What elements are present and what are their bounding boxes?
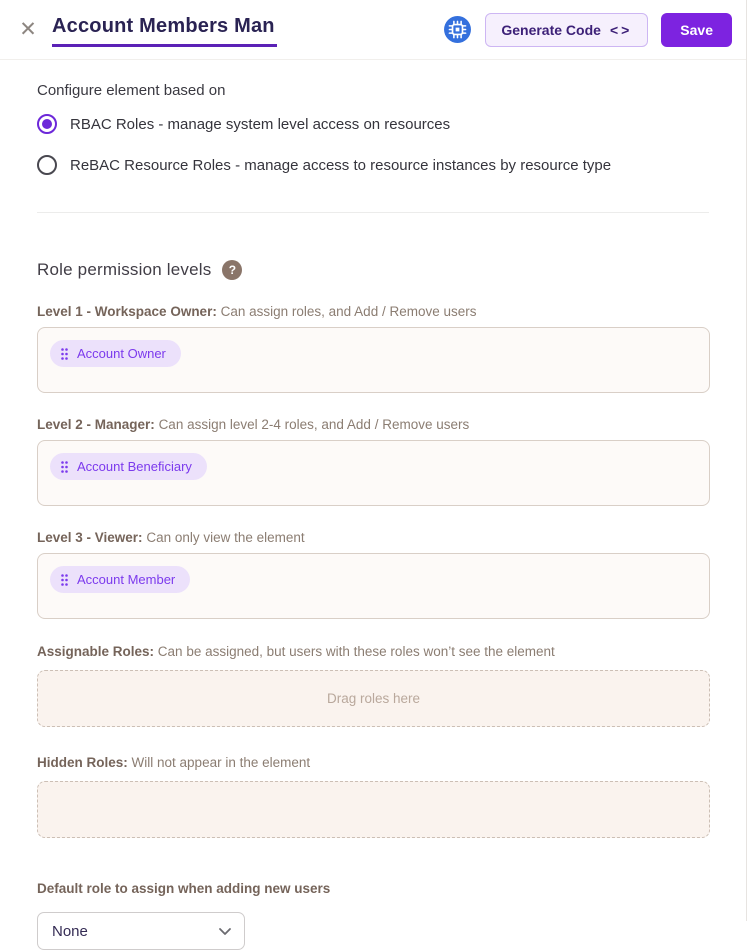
assignable-roles-section <box>37 643 709 727</box>
level-1-dropzone[interactable] <box>37 327 710 393</box>
chip-cpu-icon[interactable] <box>443 15 472 44</box>
default-role-label: Default role to assign when adding new users <box>37 881 331 896</box>
radio-option-rebac-label: ReBAC Resource Roles - manage access to resource instances by resource type <box>70 156 612 174</box>
role-chip-label: Account Member <box>77 572 176 587</box>
level-2-label: Level 2 - Manager: Can assign level 2-4 roles, and Add / Remove users <box>37 417 470 432</box>
assignable-roles-dropzone[interactable] <box>37 670 710 727</box>
radio-option-rebac[interactable] <box>37 155 709 175</box>
level-1-section <box>37 303 709 393</box>
page-title-underline <box>52 13 277 47</box>
assignable-roles-label: Assignable Roles: Can be assigned, but users with these roles won’t see the element <box>37 644 555 659</box>
hidden-roles-section <box>37 754 709 838</box>
hidden-roles-dropzone[interactable] <box>37 781 710 838</box>
role-chip-account-beneficiary[interactable] <box>50 453 207 480</box>
radio-selected-icon[interactable] <box>37 114 57 134</box>
generate-code-label: Generate Code <box>501 21 601 38</box>
radio-unselected-icon[interactable] <box>37 155 57 175</box>
level-3-section <box>37 529 709 619</box>
header <box>0 0 746 60</box>
role-permission-levels-heading: Role permission levels <box>37 260 212 279</box>
level-3-dropzone[interactable] <box>37 553 710 619</box>
level-2-section <box>37 416 709 506</box>
code-brackets-icon: <> <box>609 21 633 38</box>
configure-based-on-label: Configure element based on <box>37 82 226 99</box>
level-3-label: Level 3 - Viewer: Can only view the element <box>37 530 305 545</box>
level-2-dropzone[interactable] <box>37 440 710 506</box>
default-role-selected-value: None <box>52 922 88 940</box>
default-role-section <box>37 880 709 950</box>
drag-handle-icon <box>61 348 68 360</box>
page-title: Account Members Man <box>52 14 275 37</box>
save-button[interactable]: Save <box>661 13 732 47</box>
drag-handle-icon <box>61 461 68 473</box>
content <box>0 60 746 950</box>
hidden-roles-label: Hidden Roles: Will not appear in the element <box>37 755 311 770</box>
role-chip-account-member[interactable] <box>50 566 190 593</box>
level-1-label: Level 1 - Workspace Owner: Can assign roles, and Add / Remove users <box>37 304 477 319</box>
divider <box>37 212 709 213</box>
role-chip-account-owner[interactable] <box>50 340 181 367</box>
role-chip-label: Account Beneficiary <box>77 459 192 474</box>
radio-option-rbac[interactable] <box>37 114 709 134</box>
drag-handle-icon <box>61 574 68 586</box>
chevron-down-icon <box>218 927 232 936</box>
radio-option-rbac-label: RBAC Roles - manage system level access on resources <box>70 115 451 133</box>
role-chip-label: Account Owner <box>77 346 166 361</box>
close-icon[interactable]: ✕ <box>19 18 37 41</box>
dropzone-placeholder: Drag roles here <box>326 691 421 706</box>
generate-code-button[interactable] <box>485 13 648 47</box>
help-icon[interactable]: ? <box>222 260 242 280</box>
default-role-select[interactable] <box>37 912 245 950</box>
